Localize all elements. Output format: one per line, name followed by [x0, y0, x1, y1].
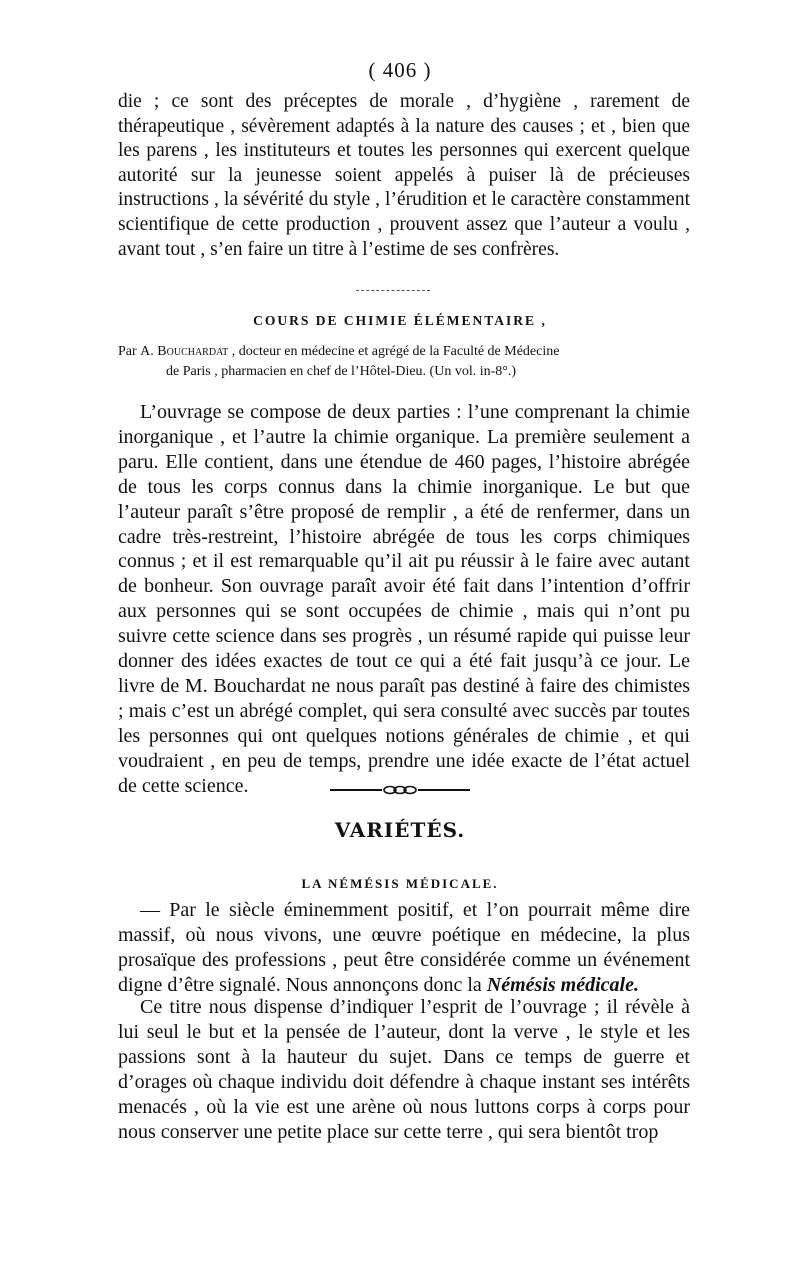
- paragraph-continuation: die ; ce sont des préceptes de morale , d’hygiène , rarement de thérapeutique , sévèrement adaptés à la nature des causes ; et , bien que les parens , les instituteurs et toutes les personnes qui exercent quelque autorité sur la jeunesse soient appelés à puiser là de précieuses instructions , la sévérité du style , l’érudition et le caractère constamment scientifique de cette production , prouvent assez que l’auteur a voulu , avant tout , s’en faire un titre à l’estime de ses confrères.: [118, 91, 690, 260]
- section-heading: VARIÉTÉS.: [334, 818, 466, 842]
- review-title: COURS DE CHIMIE ÉLÉMENTAIRE ,: [253, 313, 547, 328]
- short-separator: [356, 290, 430, 291]
- work-title-italic: Némésis médicale.: [486, 973, 639, 996]
- ornament-divider: [330, 783, 470, 797]
- review-byline: [118, 342, 690, 382]
- page-number: ( 406 ): [368, 58, 432, 82]
- byline-author: A. Bouchardat: [140, 344, 229, 359]
- article-paragraph-1: [118, 898, 690, 998]
- article-paragraph-1-text: — Par le siècle éminemment positif, et l’on pourrait même dire massif, où nous vivons, une œuvre poétique en médecine, la plus prosaïque des professions , peut être considérée comme un événement digne d’être signalé. Nous annonçons donc la: [118, 899, 690, 996]
- review-paragraph: L’ouvrage se compose de deux parties : l’une comprenant la chimie inorganique , et l’autre la chimie organique. La première seulement a paru. Elle contient, dans une étendue de 460 pages, l’histoire abrégée de tous les corps connus dans la chimie inorganique. Le but que l’auteur paraît s’être proposé de remplir , a été de renfermer, dans un cadre très-restreint, l’histoire abrégée de tous les corps chimiques connus ; et il est remarquable qu’il ait pu réussir à le faire avec autant de bonheur. Son ouvrage paraît avoir été fait dans l’intention d’offrir aux personnes qui se sont occupées de chimie , mais qui n’ont pu suivre cette science dans ses progrès , un résumé rapide qui puisse leur donner des idées exactes de tout ce qui a été fait jusqu’à ce jour. Le livre de M. Bouchardat ne nous paraît pas destiné à faire des chimistes ; mais c’est un abrégé complet, qui sera consulté avec succès par toutes les personnes qui ont quelques notions générales de chimie , et qui voudraient , en peu de temps, prendre une idée exacte de l’état actuel de cette science.: [118, 401, 690, 797]
- byline-par: Par: [118, 344, 137, 359]
- byline-line2: de Paris , pharmacien en chef de l’Hôtel-Dieu. (Un vol. in-8°.): [166, 364, 517, 379]
- article-title: LA NÉMÉSIS MÉDICALE.: [301, 876, 499, 891]
- byline-line1: , docteur en médecine et agrégé de la Faculté de Médecine: [228, 344, 560, 359]
- article-paragraph-2: Ce titre nous dispense d’indiquer l’esprit de l’ouvrage ; il révèle à lui seul le but et la pensée de l’auteur, dont la verve , le style et les passions sont à la hauteur du sujet. Dans ce temps de guerre et d’orages où chaque individu doit défendre à chaque instant ses intérêts menacés , où la vie est une arène où nous luttons corps à corps pour nous conserver une petite place sur cette terre , qui sera bientôt trop: [118, 996, 690, 1143]
